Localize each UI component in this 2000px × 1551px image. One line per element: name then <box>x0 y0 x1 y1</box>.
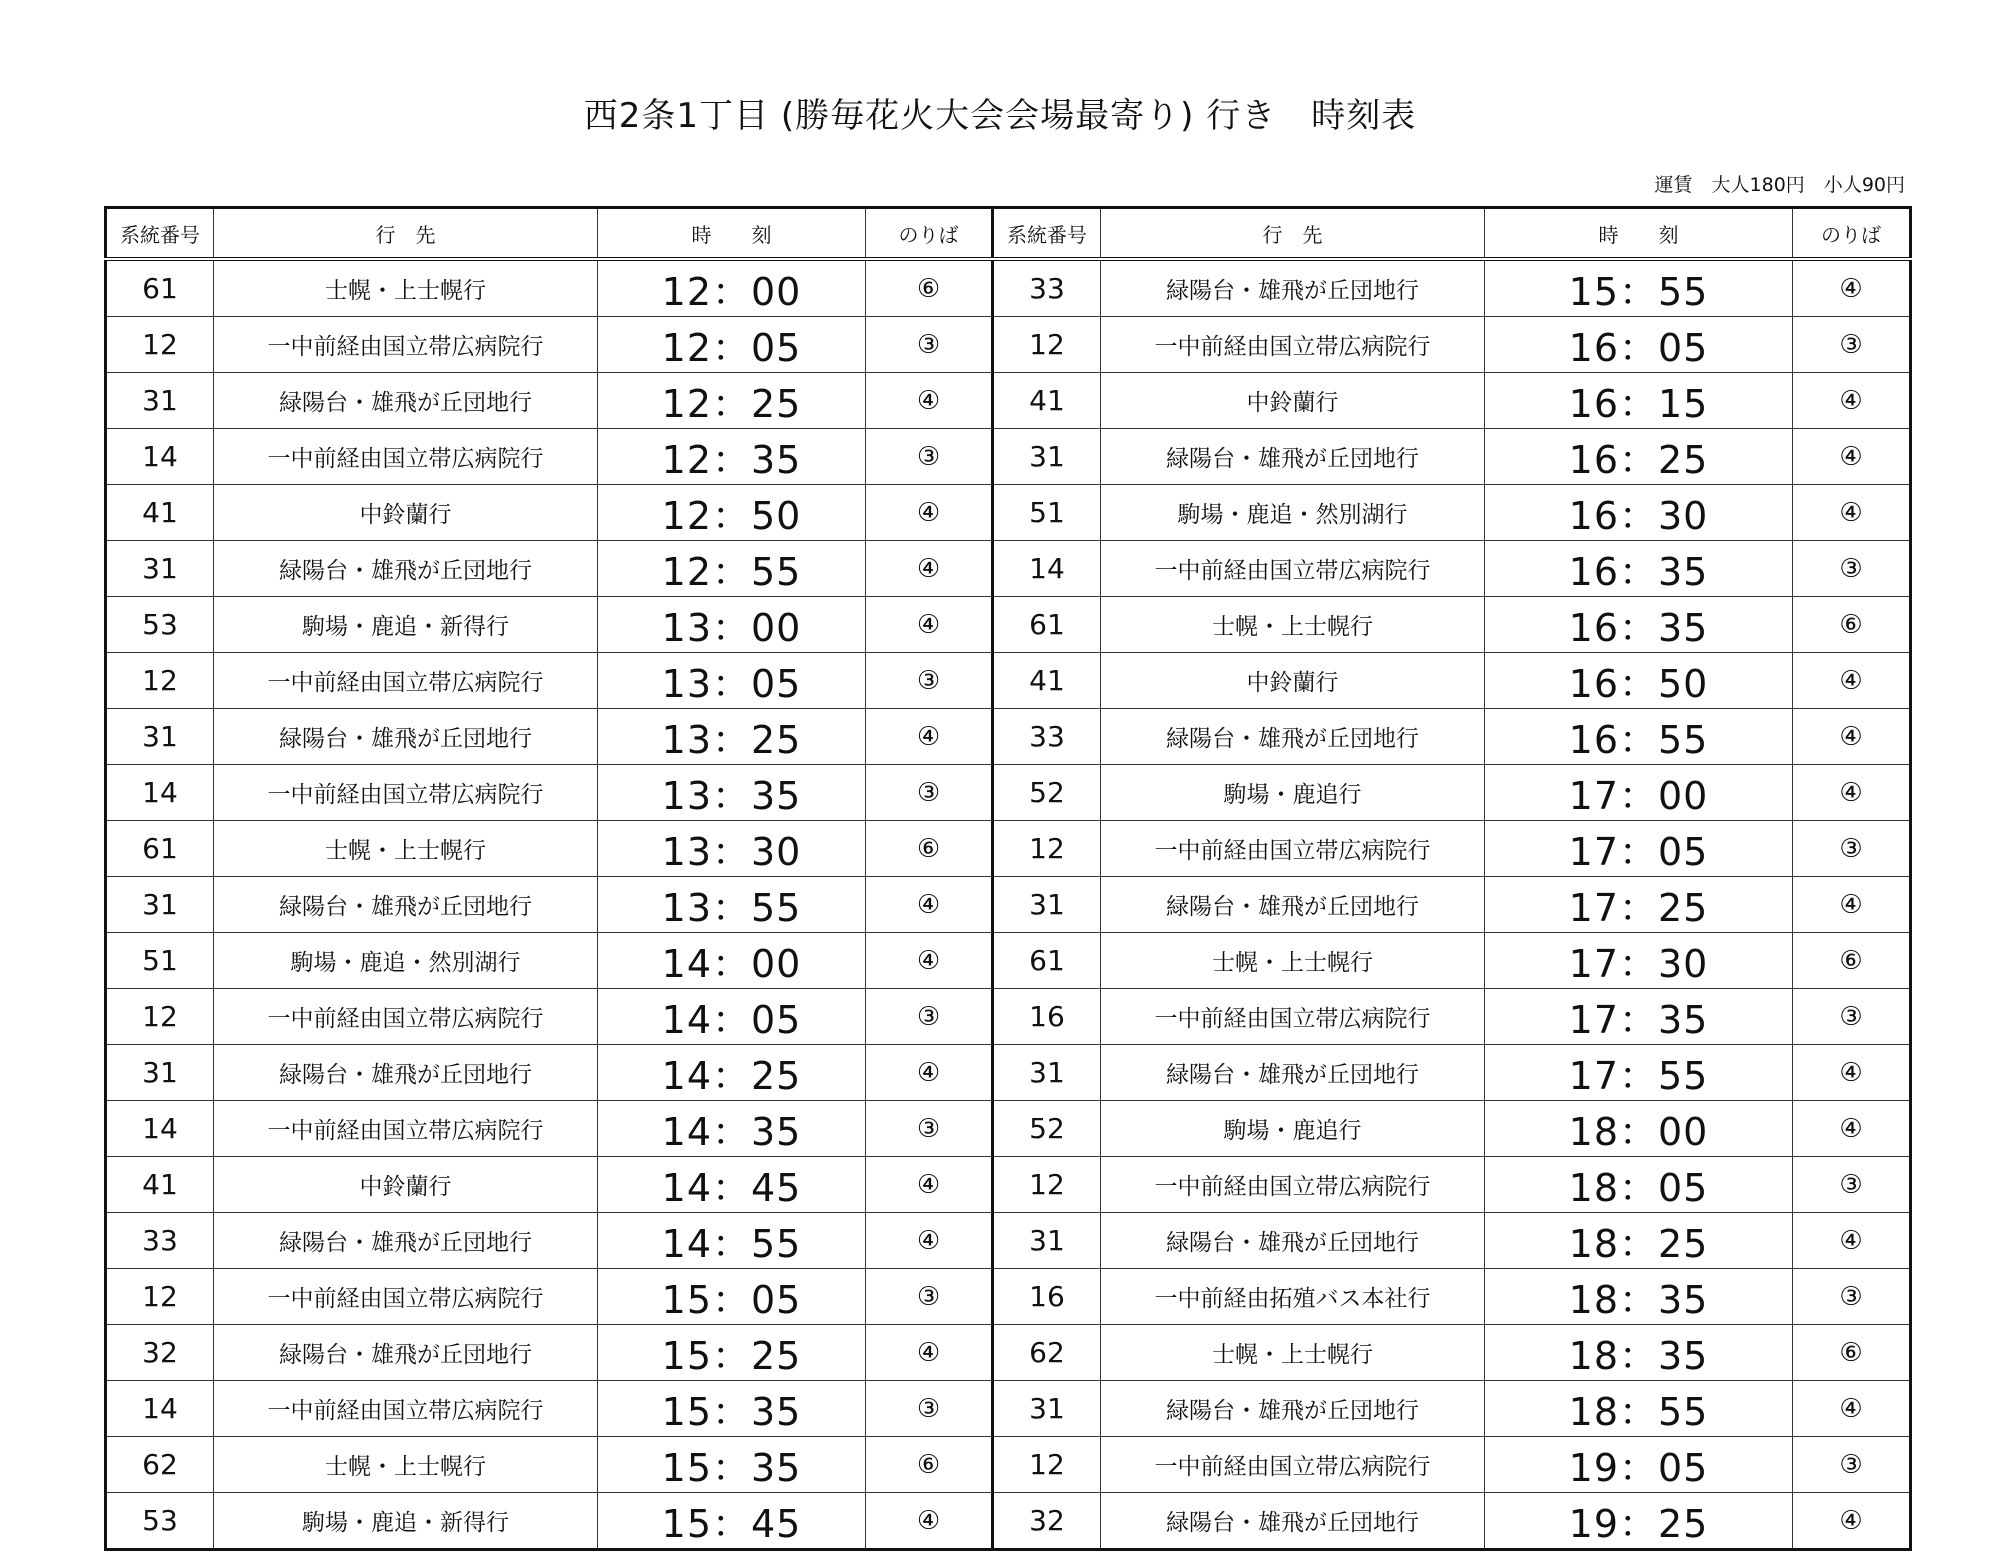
left-dest-cell: 緑陽台・雄飛が丘団地行 <box>214 1325 598 1381</box>
left-dest-cell: 一中前経由国立帯広病院行 <box>214 1101 598 1157</box>
left-dest-cell: 士幌・上士幌行 <box>214 1437 598 1493</box>
right-platform-cell: ④ <box>1793 373 1911 429</box>
left-platform-cell: ③ <box>866 1381 993 1437</box>
right-platform-cell: ⑥ <box>1793 597 1911 653</box>
right-dest-cell: 士幌・上士幌行 <box>1101 597 1485 653</box>
right-time-cell: 16：35 <box>1485 541 1793 597</box>
left-dest-cell: 駒場・鹿追・然別湖行 <box>214 933 598 989</box>
left-code-cell: 12 <box>106 989 214 1045</box>
left-code-cell: 14 <box>106 1101 214 1157</box>
left-time-cell: 14：55 <box>598 1213 866 1269</box>
right-dest-cell: 一中前経由国立帯広病院行 <box>1101 821 1485 877</box>
left-code-cell: 53 <box>106 1493 214 1550</box>
left-time-cell: 15：35 <box>598 1381 866 1437</box>
left-platform-cell: ④ <box>866 373 993 429</box>
table-row <box>106 877 1911 933</box>
header-code-right: 系統番号 <box>993 208 1101 260</box>
left-time-cell: 14：45 <box>598 1157 866 1213</box>
right-time-cell: 17：35 <box>1485 989 1793 1045</box>
right-platform-cell: ④ <box>1793 765 1911 821</box>
left-code-cell: 14 <box>106 429 214 485</box>
left-time-cell: 15：45 <box>598 1493 866 1550</box>
right-time-cell: 16：05 <box>1485 317 1793 373</box>
left-dest-cell: 駒場・鹿追・新得行 <box>214 597 598 653</box>
right-code-cell: 31 <box>993 1213 1101 1269</box>
left-dest-cell: 一中前経由国立帯広病院行 <box>214 429 598 485</box>
right-code-cell: 12 <box>993 1157 1101 1213</box>
right-time-cell: 17：00 <box>1485 765 1793 821</box>
right-time-cell: 18：25 <box>1485 1213 1793 1269</box>
right-platform-cell: ④ <box>1793 1213 1911 1269</box>
right-time-cell: 17：30 <box>1485 933 1793 989</box>
left-code-cell: 33 <box>106 1213 214 1269</box>
left-time-cell: 14：35 <box>598 1101 866 1157</box>
right-code-cell: 31 <box>993 1381 1101 1437</box>
left-dest-cell: 一中前経由国立帯広病院行 <box>214 653 598 709</box>
table-row <box>106 821 1911 877</box>
left-time-cell: 12：35 <box>598 429 866 485</box>
right-code-cell: 61 <box>993 933 1101 989</box>
left-dest-cell: 一中前経由国立帯広病院行 <box>214 1269 598 1325</box>
right-platform-cell: ③ <box>1793 1437 1911 1493</box>
right-time-cell: 18：35 <box>1485 1325 1793 1381</box>
left-time-cell: 12：50 <box>598 485 866 541</box>
right-code-cell: 33 <box>993 709 1101 765</box>
right-code-cell: 12 <box>993 1437 1101 1493</box>
right-code-cell: 33 <box>993 259 1101 317</box>
right-code-cell: 52 <box>993 765 1101 821</box>
header-time-right: 時 刻 <box>1485 208 1793 260</box>
left-platform-cell: ④ <box>866 597 993 653</box>
left-time-cell: 12：05 <box>598 317 866 373</box>
table-row <box>106 1493 1911 1550</box>
right-code-cell: 41 <box>993 373 1101 429</box>
table-row <box>106 317 1911 373</box>
right-time-cell: 18：00 <box>1485 1101 1793 1157</box>
right-time-cell: 18：35 <box>1485 1269 1793 1325</box>
right-dest-cell: 一中前経由国立帯広病院行 <box>1101 989 1485 1045</box>
left-code-cell: 41 <box>106 485 214 541</box>
left-dest-cell: 緑陽台・雄飛が丘団地行 <box>214 373 598 429</box>
right-time-cell: 16：55 <box>1485 709 1793 765</box>
right-time-cell: 16：30 <box>1485 485 1793 541</box>
left-platform-cell: ③ <box>866 317 993 373</box>
table-row <box>106 259 1911 317</box>
left-dest-cell: 緑陽台・雄飛が丘団地行 <box>214 1213 598 1269</box>
table-row <box>106 989 1911 1045</box>
right-dest-cell: 士幌・上士幌行 <box>1101 933 1485 989</box>
left-platform-cell: ④ <box>866 709 993 765</box>
right-platform-cell: ③ <box>1793 1269 1911 1325</box>
right-time-cell: 16：15 <box>1485 373 1793 429</box>
left-time-cell: 14：25 <box>598 1045 866 1101</box>
left-dest-cell: 一中前経由国立帯広病院行 <box>214 317 598 373</box>
right-platform-cell: ④ <box>1793 259 1911 317</box>
left-platform-cell: ③ <box>866 1269 993 1325</box>
left-time-cell: 13：30 <box>598 821 866 877</box>
left-code-cell: 41 <box>106 1157 214 1213</box>
table-row <box>106 653 1911 709</box>
right-code-cell: 31 <box>993 429 1101 485</box>
right-platform-cell: ④ <box>1793 429 1911 485</box>
right-time-cell: 17：05 <box>1485 821 1793 877</box>
right-time-cell: 18：55 <box>1485 1381 1793 1437</box>
left-platform-cell: ⑥ <box>866 259 993 317</box>
left-time-cell: 13：25 <box>598 709 866 765</box>
right-dest-cell: 緑陽台・雄飛が丘団地行 <box>1101 1381 1485 1437</box>
left-code-cell: 53 <box>106 597 214 653</box>
left-platform-cell: ⑥ <box>866 1437 993 1493</box>
table-row <box>106 1213 1911 1269</box>
right-platform-cell: ③ <box>1793 989 1911 1045</box>
table-row <box>106 373 1911 429</box>
left-time-cell: 13：35 <box>598 765 866 821</box>
timetable-body <box>106 259 1911 1550</box>
left-time-cell: 13：55 <box>598 877 866 933</box>
left-code-cell: 12 <box>106 653 214 709</box>
left-platform-cell: ④ <box>866 541 993 597</box>
left-platform-cell: ③ <box>866 989 993 1045</box>
right-dest-cell: 一中前経由国立帯広病院行 <box>1101 541 1485 597</box>
left-platform-cell: ③ <box>866 429 993 485</box>
page-title: 西2条1丁目 (勝毎花火大会会場最寄り) 行き 時刻表 <box>583 96 1417 136</box>
table-row <box>106 1381 1911 1437</box>
right-platform-cell: ④ <box>1793 709 1911 765</box>
right-platform-cell: ④ <box>1793 1045 1911 1101</box>
right-time-cell: 17：25 <box>1485 877 1793 933</box>
right-code-cell: 14 <box>993 541 1101 597</box>
table-row <box>106 1157 1911 1213</box>
right-dest-cell: 緑陽台・雄飛が丘団地行 <box>1101 709 1485 765</box>
fare-note: 運賃 大人180円 小人90円 <box>1654 174 1905 196</box>
left-time-cell: 12：00 <box>598 259 866 317</box>
left-time-cell: 14：00 <box>598 933 866 989</box>
left-platform-cell: ④ <box>866 933 993 989</box>
left-dest-cell: 緑陽台・雄飛が丘団地行 <box>214 709 598 765</box>
table-row <box>106 1325 1911 1381</box>
left-platform-cell: ④ <box>866 877 993 933</box>
left-code-cell: 12 <box>106 1269 214 1325</box>
header-platform-right: のりば <box>1793 208 1911 260</box>
right-time-cell: 18：05 <box>1485 1157 1793 1213</box>
right-platform-cell: ④ <box>1793 1381 1911 1437</box>
left-dest-cell: 士幌・上士幌行 <box>214 821 598 877</box>
left-code-cell: 32 <box>106 1325 214 1381</box>
left-platform-cell: ④ <box>866 1213 993 1269</box>
right-dest-cell: 駒場・鹿追行 <box>1101 765 1485 821</box>
right-platform-cell: ④ <box>1793 877 1911 933</box>
right-dest-cell: 中鈴蘭行 <box>1101 373 1485 429</box>
right-platform-cell: ③ <box>1793 1157 1911 1213</box>
right-dest-cell: 一中前経由拓殖バス本社行 <box>1101 1269 1485 1325</box>
right-code-cell: 52 <box>993 1101 1101 1157</box>
right-platform-cell: ④ <box>1793 1493 1911 1550</box>
right-time-cell: 16：25 <box>1485 429 1793 485</box>
header-row <box>106 208 1911 260</box>
table-row <box>106 709 1911 765</box>
left-code-cell: 31 <box>106 541 214 597</box>
left-dest-cell: 緑陽台・雄飛が丘団地行 <box>214 1045 598 1101</box>
right-dest-cell: 一中前経由国立帯広病院行 <box>1101 317 1485 373</box>
right-code-cell: 51 <box>993 485 1101 541</box>
right-platform-cell: ⑥ <box>1793 1325 1911 1381</box>
right-platform-cell: ④ <box>1793 485 1911 541</box>
left-dest-cell: 駒場・鹿追・新得行 <box>214 1493 598 1550</box>
left-dest-cell: 士幌・上士幌行 <box>214 259 598 317</box>
left-time-cell: 14：05 <box>598 989 866 1045</box>
right-platform-cell: ③ <box>1793 821 1911 877</box>
left-dest-cell: 一中前経由国立帯広病院行 <box>214 1381 598 1437</box>
right-platform-cell: ③ <box>1793 317 1911 373</box>
left-code-cell: 31 <box>106 373 214 429</box>
right-code-cell: 32 <box>993 1493 1101 1550</box>
table-row <box>106 485 1911 541</box>
right-code-cell: 12 <box>993 821 1101 877</box>
header-code-left: 系統番号 <box>106 208 214 260</box>
right-dest-cell: 緑陽台・雄飛が丘団地行 <box>1101 1045 1485 1101</box>
left-time-cell: 15：05 <box>598 1269 866 1325</box>
right-code-cell: 12 <box>993 317 1101 373</box>
right-dest-cell: 中鈴蘭行 <box>1101 653 1485 709</box>
left-code-cell: 12 <box>106 317 214 373</box>
left-time-cell: 13：05 <box>598 653 866 709</box>
right-dest-cell: 緑陽台・雄飛が丘団地行 <box>1101 1493 1485 1550</box>
right-code-cell: 62 <box>993 1325 1101 1381</box>
right-platform-cell: ④ <box>1793 1101 1911 1157</box>
left-code-cell: 61 <box>106 821 214 877</box>
left-time-cell: 15：25 <box>598 1325 866 1381</box>
right-code-cell: 16 <box>993 1269 1101 1325</box>
right-dest-cell: 緑陽台・雄飛が丘団地行 <box>1101 1213 1485 1269</box>
left-code-cell: 31 <box>106 1045 214 1101</box>
left-dest-cell: 中鈴蘭行 <box>214 485 598 541</box>
left-time-cell: 15：35 <box>598 1437 866 1493</box>
right-time-cell: 15：55 <box>1485 259 1793 317</box>
table-row <box>106 429 1911 485</box>
header-time-left: 時 刻 <box>598 208 866 260</box>
right-time-cell: 16：50 <box>1485 653 1793 709</box>
right-dest-cell: 一中前経由国立帯広病院行 <box>1101 1437 1485 1493</box>
table-row <box>106 1437 1911 1493</box>
left-dest-cell: 中鈴蘭行 <box>214 1157 598 1213</box>
left-dest-cell: 緑陽台・雄飛が丘団地行 <box>214 541 598 597</box>
header-dest-right: 行 先 <box>1101 208 1485 260</box>
right-time-cell: 17：55 <box>1485 1045 1793 1101</box>
table-row <box>106 1045 1911 1101</box>
left-time-cell: 13：00 <box>598 597 866 653</box>
left-platform-cell: ③ <box>866 1101 993 1157</box>
right-code-cell: 61 <box>993 597 1101 653</box>
left-platform-cell: ⑥ <box>866 821 993 877</box>
timetable <box>104 206 1912 1551</box>
left-platform-cell: ④ <box>866 485 993 541</box>
right-time-cell: 16：35 <box>1485 597 1793 653</box>
right-dest-cell: 駒場・鹿追・然別湖行 <box>1101 485 1485 541</box>
right-code-cell: 16 <box>993 989 1101 1045</box>
table-row <box>106 1101 1911 1157</box>
right-dest-cell: 一中前経由国立帯広病院行 <box>1101 1157 1485 1213</box>
left-time-cell: 12：25 <box>598 373 866 429</box>
left-code-cell: 62 <box>106 1437 214 1493</box>
left-platform-cell: ④ <box>866 1157 993 1213</box>
left-platform-cell: ④ <box>866 1045 993 1101</box>
right-platform-cell: ③ <box>1793 541 1911 597</box>
left-dest-cell: 一中前経由国立帯広病院行 <box>214 765 598 821</box>
right-code-cell: 31 <box>993 1045 1101 1101</box>
table-row <box>106 1269 1911 1325</box>
right-time-cell: 19：25 <box>1485 1493 1793 1550</box>
right-dest-cell: 士幌・上士幌行 <box>1101 1325 1485 1381</box>
table-row <box>106 597 1911 653</box>
right-dest-cell: 緑陽台・雄飛が丘団地行 <box>1101 429 1485 485</box>
left-code-cell: 51 <box>106 933 214 989</box>
table-row <box>106 541 1911 597</box>
left-platform-cell: ④ <box>866 1325 993 1381</box>
right-code-cell: 41 <box>993 653 1101 709</box>
right-code-cell: 31 <box>993 877 1101 933</box>
left-platform-cell: ③ <box>866 765 993 821</box>
table-row <box>106 765 1911 821</box>
right-platform-cell: ⑥ <box>1793 933 1911 989</box>
header-dest-left: 行 先 <box>214 208 598 260</box>
right-platform-cell: ④ <box>1793 653 1911 709</box>
left-code-cell: 31 <box>106 709 214 765</box>
table-row <box>106 933 1911 989</box>
right-time-cell: 19：05 <box>1485 1437 1793 1493</box>
left-code-cell: 14 <box>106 765 214 821</box>
left-time-cell: 12：55 <box>598 541 866 597</box>
left-code-cell: 31 <box>106 877 214 933</box>
left-platform-cell: ③ <box>866 653 993 709</box>
left-code-cell: 61 <box>106 259 214 317</box>
left-platform-cell: ④ <box>866 1493 993 1550</box>
right-dest-cell: 緑陽台・雄飛が丘団地行 <box>1101 877 1485 933</box>
right-dest-cell: 緑陽台・雄飛が丘団地行 <box>1101 259 1485 317</box>
left-dest-cell: 緑陽台・雄飛が丘団地行 <box>214 877 598 933</box>
right-dest-cell: 駒場・鹿追行 <box>1101 1101 1485 1157</box>
header-platform-left: のりば <box>866 208 993 260</box>
left-code-cell: 14 <box>106 1381 214 1437</box>
left-dest-cell: 一中前経由国立帯広病院行 <box>214 989 598 1045</box>
